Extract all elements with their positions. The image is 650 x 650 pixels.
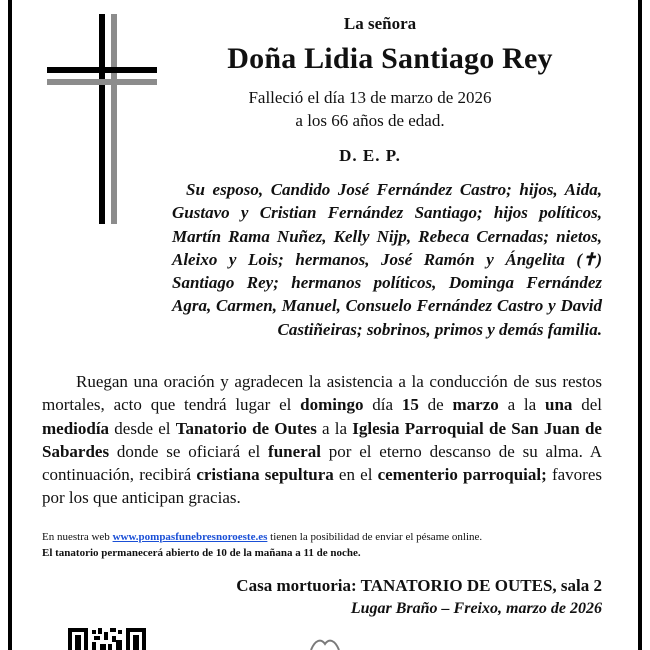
- opening-hours: El tanatorio permanecerá abierto de 10 de la mañana a 11 de noche.: [42, 547, 361, 559]
- funeral-home: Casa mortuoria: TANATORIO DE OUTES, sala 2: [236, 576, 602, 595]
- ceremony-funeral: funeral: [268, 441, 321, 461]
- small-cross-icon: ✝: [582, 249, 597, 269]
- ceremony-text: día: [363, 395, 402, 415]
- family-text-1: Su esposo, Candido José Fernández Castro; hijos, Aida, Gustavo y Cristian Fernández Santiago; hijos políticos, Martín Rama Nuñez, Kelly Nijp, Rebeca Cernadas; nietos, Aleixo y Lois; hermanos, José Ramón y Ángelita (: [172, 180, 602, 269]
- ceremony-text: por el eterno descanso de su alma. A continuación, recibirá: [42, 441, 602, 485]
- ceremony-date-number: 15: [401, 395, 419, 415]
- web-notice: [42, 530, 602, 544]
- ceremony-paragraph: [42, 370, 602, 510]
- right-border-line: [638, 0, 642, 650]
- ceremony-text: a la: [498, 395, 545, 415]
- cross-icon: [47, 14, 157, 224]
- family-paragraph: [172, 178, 602, 341]
- ceremony-text: Ruegan una oración y agradecen la asistencia a la conducción de sus restos mortales, acto que tendrá lugar el: [42, 372, 602, 415]
- ceremony-text: del: [572, 395, 602, 415]
- website-link[interactable]: www.pompasfunebresnoroeste.es: [112, 531, 268, 543]
- ceremony-month: marzo: [452, 395, 499, 415]
- death-info: [180, 86, 560, 132]
- left-border-line: [8, 0, 12, 650]
- place-and-date: Lugar Braño – Freixo, marzo de 2026: [350, 600, 602, 617]
- qr-code-icon: [68, 628, 150, 650]
- ceremony-text: en el: [333, 465, 378, 485]
- ceremony-text: desde el: [109, 418, 176, 438]
- deceased-name: Doña Lidia Santiago Rey: [227, 42, 553, 75]
- logo-mark-icon: [305, 636, 345, 650]
- intro-text: La señora: [343, 14, 417, 33]
- ceremony-time-of-day: mediodía: [42, 418, 110, 438]
- family-text-2: ) Santiago Rey; hermanos políticos, Dominga Fernández Agra, Carmen, Manuel, Consuelo Fernández Castro y David Castiñeiras; sobrinos, primos y demás familia.: [172, 249, 602, 339]
- ceremony-church: Iglesia Parroquial de San Juan de Sabardes: [42, 418, 602, 461]
- ceremony-hour: una: [545, 395, 573, 415]
- ceremony-text: de: [418, 395, 453, 415]
- ceremony-burial: cristiana sepultura: [196, 465, 334, 485]
- death-age: a los 66 años de edad.: [295, 111, 445, 130]
- death-date: Falleció el día 13 de marzo de 2026: [248, 88, 492, 107]
- ceremony-text: a la: [316, 418, 353, 438]
- rip-text: D. E. P.: [339, 146, 401, 165]
- web-notice-suffix: tienen la posibilidad de enviar el pésame online.: [267, 531, 483, 543]
- ceremony-text: favores por los que anticipan gracias.: [42, 465, 602, 508]
- web-notice-prefix: En nuestra web: [42, 531, 113, 543]
- ceremony-day: domingo: [300, 395, 364, 415]
- ceremony-cemetery: cementerio parroquial;: [377, 465, 547, 485]
- ceremony-origin: Tanatorio de Outes: [175, 418, 317, 438]
- ceremony-text: donde se oficiará el: [109, 441, 269, 461]
